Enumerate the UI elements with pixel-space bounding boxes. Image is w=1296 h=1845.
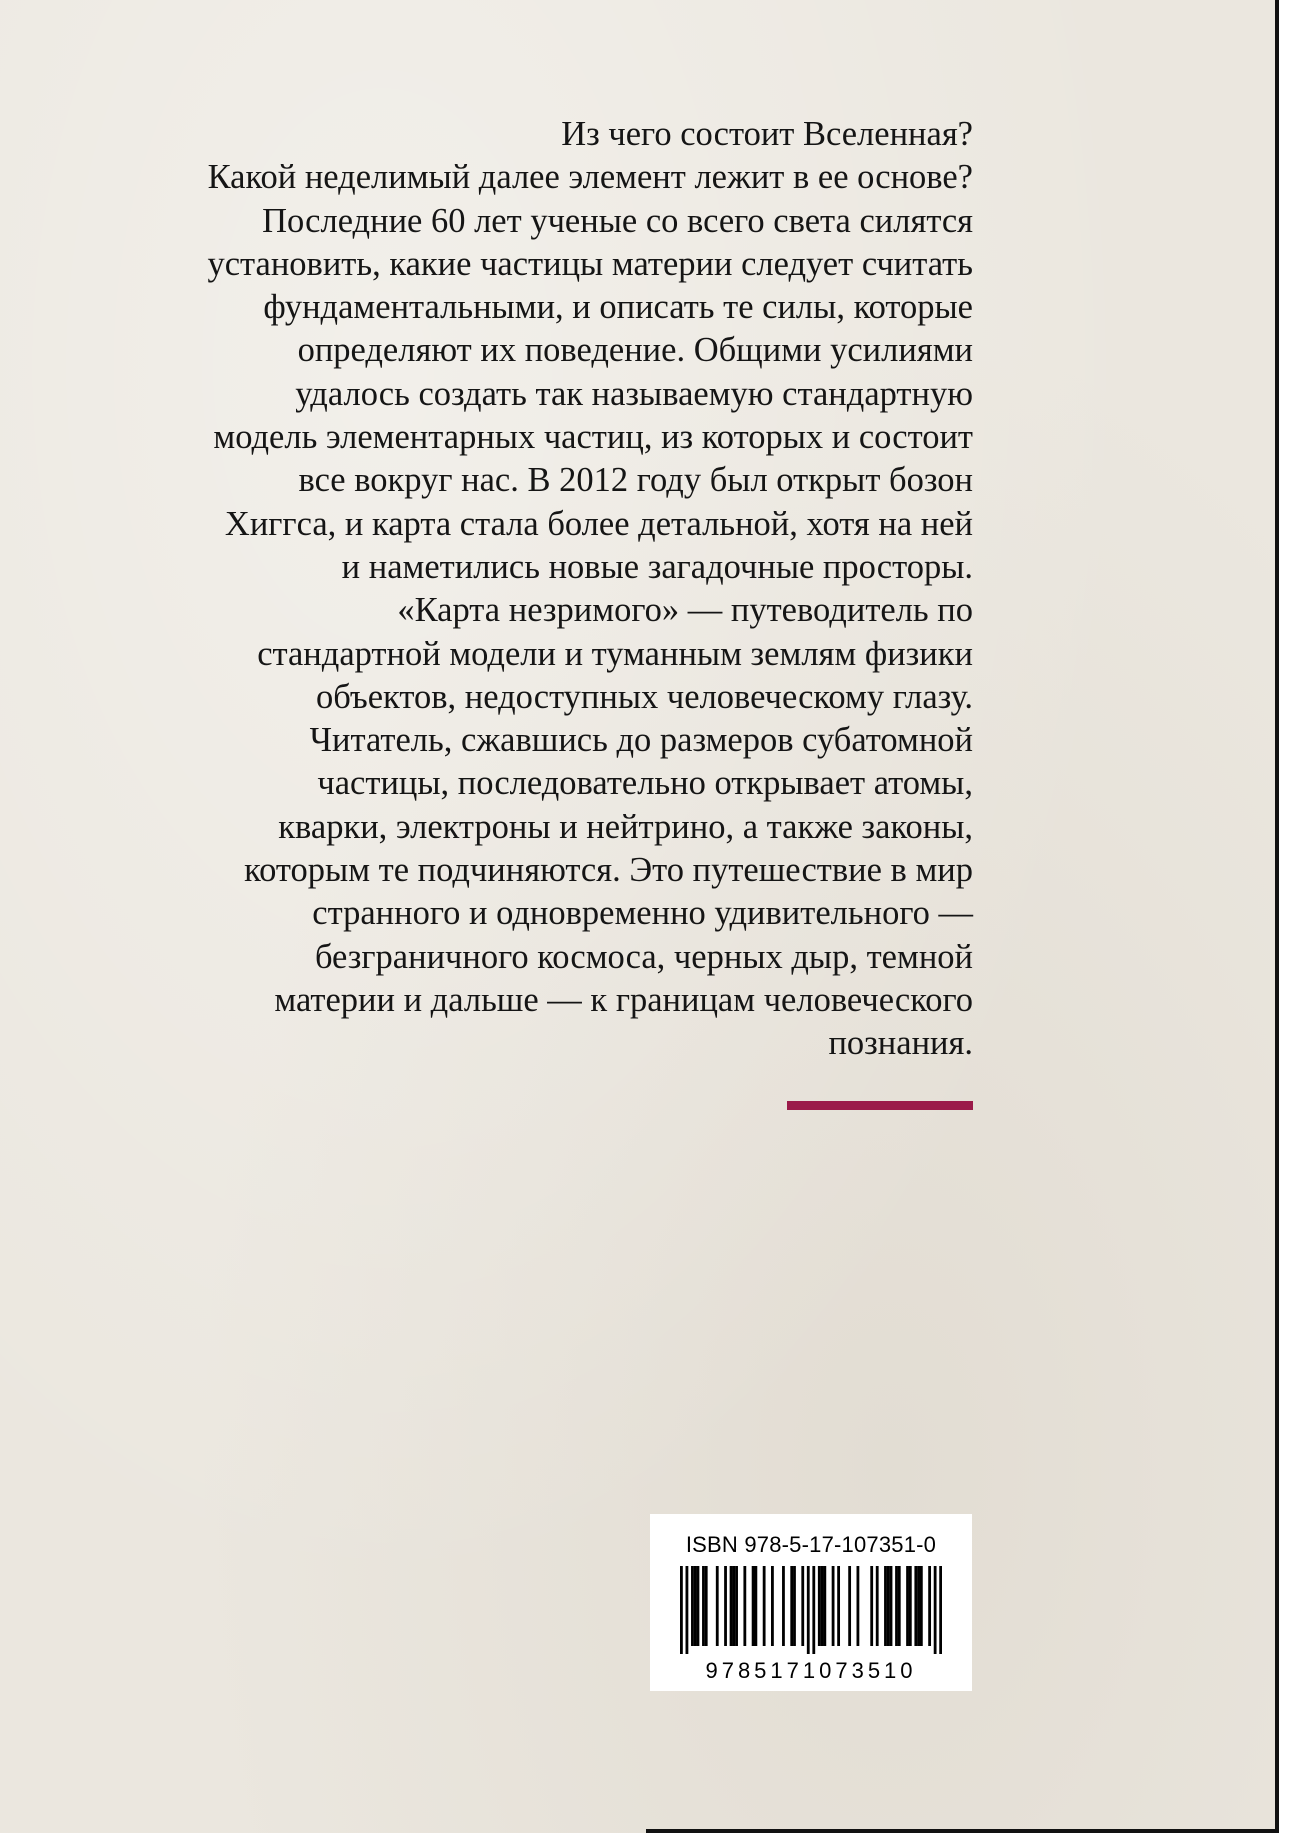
barcode-bar <box>818 1566 821 1646</box>
blurb-line: странного и одновременно удивительного — <box>312 894 973 933</box>
barcode-bar <box>909 1566 912 1646</box>
barcode-bar <box>914 1566 917 1646</box>
blurb-line: кварки, электроны и нейтрино, а также законы, <box>278 807 973 846</box>
barcode-bar <box>732 1566 735 1646</box>
blurb-line: определяют их поведение. Общими усилиями <box>297 331 973 370</box>
blurb-line: Последние 60 лет ученые со всего света силятся <box>262 201 973 240</box>
barcode-bar <box>898 1566 901 1646</box>
barcode-bar <box>812 1566 815 1654</box>
barcode-bar <box>790 1566 793 1646</box>
barcode-bar <box>821 1566 824 1646</box>
blurb-line: «Карта незримого» — путеводитель по <box>397 591 973 630</box>
barcode-bar <box>920 1566 923 1646</box>
barcode-bar <box>782 1566 785 1646</box>
barcode-bar <box>763 1566 766 1646</box>
blurb-line: Читатель, сжавшись до размеров субатомной <box>309 721 973 760</box>
barcode-bar <box>705 1566 708 1646</box>
barcode-bar <box>724 1566 727 1646</box>
barcode-bar <box>801 1566 804 1646</box>
barcode-bar <box>906 1566 909 1646</box>
barcode-bar <box>793 1566 796 1646</box>
blurb-line: и наметились новые загадочные просторы. <box>341 547 973 586</box>
blurb-line: Из чего состоит Вселенная? <box>561 115 973 153</box>
barcode-bar <box>694 1566 697 1646</box>
barcode-bar <box>686 1566 689 1654</box>
blurb-line: объектов, недоступных человеческому глазу. <box>315 677 973 716</box>
blurb-line: удалось создать так называемую стандартную <box>295 374 973 413</box>
blurb-line: безграничного космоса, черных дыр, темной <box>314 937 973 976</box>
barcode-bar <box>735 1566 738 1646</box>
blurb-line: Хиггса, и карта стала более детальной, хотя на ней <box>224 504 973 543</box>
barcode-bar <box>730 1566 733 1646</box>
barcode-bar <box>823 1566 826 1646</box>
barcode-bar <box>754 1566 757 1646</box>
blurb-line: фундаментальными, и описать те силы, которые <box>263 288 973 327</box>
barcode-bar <box>870 1566 873 1646</box>
barcode-bar <box>680 1566 683 1654</box>
barcode-bar <box>884 1566 887 1646</box>
barcode-bar <box>934 1566 937 1654</box>
blurb-line: познания. <box>828 1024 973 1063</box>
barcode-bar <box>939 1566 942 1654</box>
blurb-line: которым те подчиняются. Это путешествие в мир <box>244 851 973 890</box>
barcode-bar <box>743 1566 746 1646</box>
blurb-line: все вокруг нас. В 2012 году был открыт бозон <box>298 461 973 500</box>
blurb-line: модель элементарных частиц, из которых и состоит <box>213 418 973 457</box>
barcode-bar <box>857 1566 860 1646</box>
barcode-panel <box>650 1514 972 1691</box>
blurb-text <box>150 113 973 1066</box>
crop-mark-right <box>1275 0 1279 1833</box>
barcode-bar <box>876 1566 879 1646</box>
blurb-line: материи и дальше — к границам человеческого <box>274 980 973 1019</box>
barcode-bar <box>890 1566 893 1646</box>
barcode-bar <box>807 1566 810 1654</box>
blurb-line: установить, какие частицы материи следует считать <box>207 244 973 283</box>
barcode-bar <box>895 1566 898 1646</box>
barcode-bar <box>702 1566 705 1646</box>
barcode-bar <box>752 1566 755 1646</box>
barcode-bar <box>917 1566 920 1646</box>
barcode-bar <box>771 1566 774 1646</box>
barcode-bar <box>887 1566 890 1646</box>
barcode-bar <box>691 1566 694 1646</box>
accent-rule <box>787 1101 973 1110</box>
barcode-bar <box>697 1566 700 1646</box>
barcode-bar <box>716 1566 719 1646</box>
barcode-bar <box>848 1566 851 1646</box>
ean-digits: 9785171073510 <box>705 1658 917 1683</box>
barcode-bar <box>832 1566 835 1646</box>
isbn-label: ISBN 978-5-17-107351-0 <box>685 1532 937 1557</box>
barcode-bar <box>928 1566 931 1646</box>
blurb-line: частицы, последовательно открывает атомы, <box>317 764 973 803</box>
crop-mark-bottom <box>646 1829 1279 1833</box>
blurb-line: Какой неделимый далее элемент лежит в ее основе? <box>207 158 973 197</box>
barcode-bar <box>837 1566 840 1646</box>
blurb-line: стандартной модели и туманным землям физики <box>257 634 973 673</box>
barcode-icon <box>680 1566 942 1654</box>
